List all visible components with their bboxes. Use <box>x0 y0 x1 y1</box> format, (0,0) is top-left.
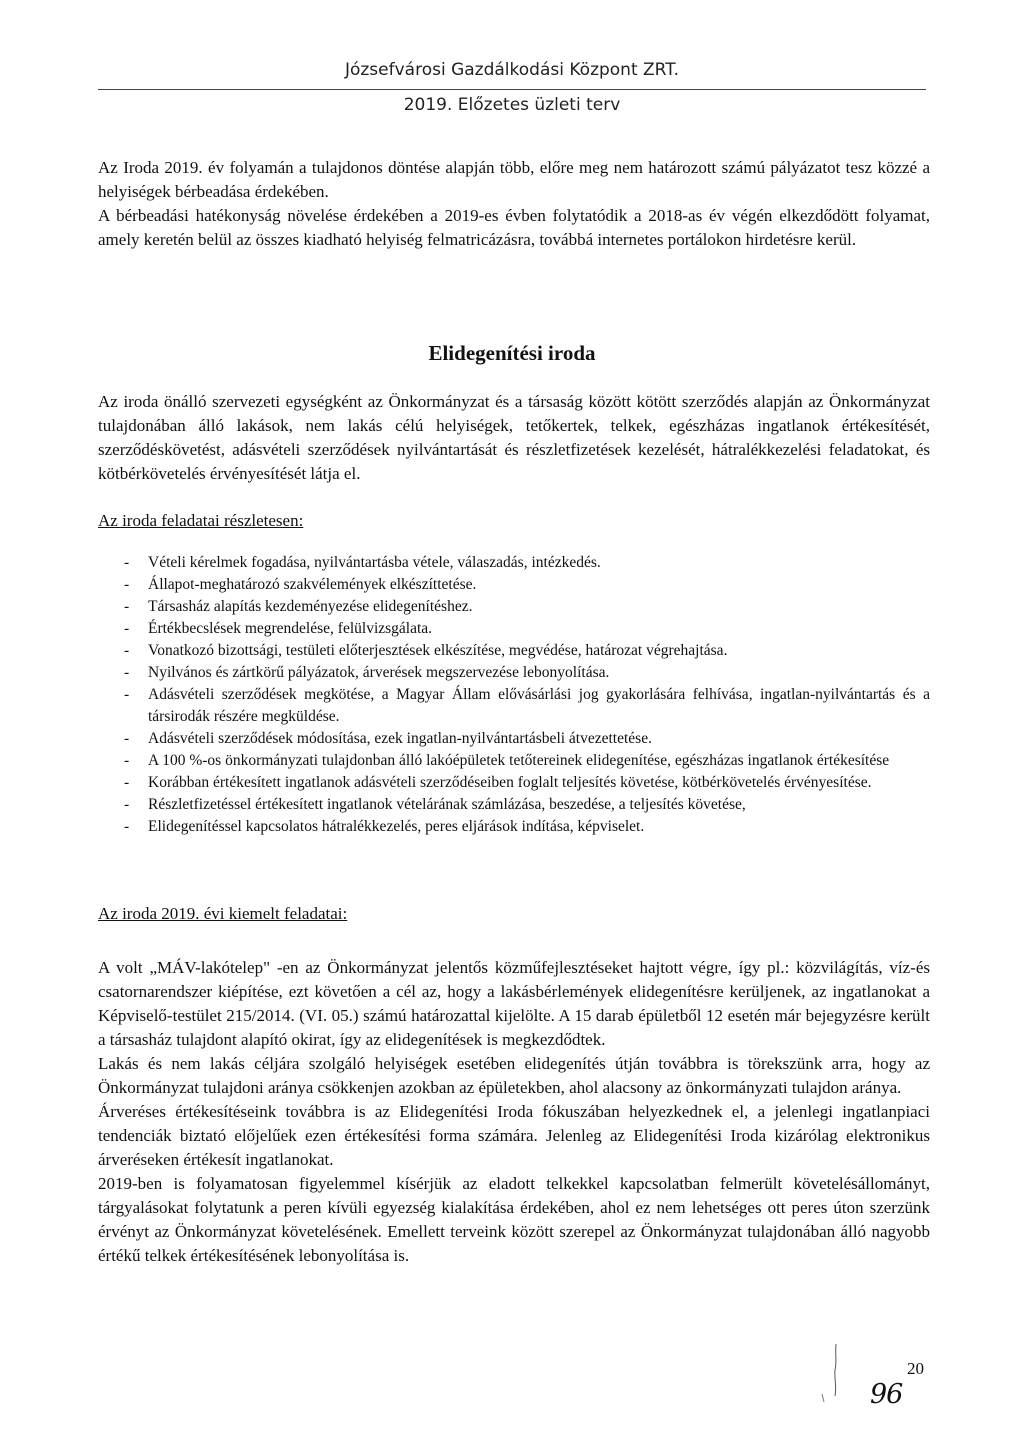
section-intro-paragraph <box>98 390 930 486</box>
list-item: - Adásvételi szerződések módosítása, ezek ingatlan-nyilvántartásbeli átvezettetése. <box>98 728 930 750</box>
list-item: - Elidegenítéssel kapcsolatos hátralékkezelés, peres eljárások indítása, képviselet. <box>98 816 930 838</box>
list-item: - Korábban értékesített ingatlanok adásvételi szerződéseiben foglalt teljesítés követése, kötbérkövetelés érvényesítése. <box>98 772 930 794</box>
intro-sentence: Az Iroda 2019. év folyamán a tulajdonos döntése alapján több, előre meg nem határozott számú pályázatot tesz közzé a helyiségek bérbeadása érdekében. <box>98 158 930 201</box>
section-title: Elidegenítési iroda <box>428 341 596 365</box>
priorities-body <box>98 956 930 1268</box>
list-item: - Nyilvános és zártkörű pályázatok, árverések megszervezése lebonyolítása. <box>98 662 930 684</box>
list-item: - Társasház alapítás kezdeményezése elidegenítéshez. <box>98 596 930 618</box>
priority-paragraph: Lakás és nem lakás céljára szolgáló helyiségek esetében elidegenítés útján továbbra is törekszünk arra, hogy az Önkormányzat tulajdoni aránya csökkenjen azokban az épületekben, ahol alacsony az önkormányzati tulajdon aránya. <box>98 1054 930 1097</box>
intro-paragraph <box>98 156 930 252</box>
list-item: - Vételi kérelmek fogadása, nyilvántartásba vétele, válaszadás, intézkedés. <box>98 552 930 574</box>
priority-paragraph: A volt „MÁV-lakótelep" -en az Önkormányzat jelentős közműfejlesztéseket hajtott végre, így pl.: közvilágítás, víz-és csatornarendszer kiépítése, ezt követően a cél az, hogy a lakásbérlemények elidegenítésre kerüljenek, az ingatlanokat a Képviselő-testület 215/2014. (VI. 05.) számú határozattal kijelölte. A 15 darab épületből 12 esetén már bejegyzésre került a társasház tulajdont alapító okirat, így az elidegenítések is megkezdődtek. <box>98 958 930 1049</box>
page-number: 20 <box>907 1359 924 1378</box>
tasks-list <box>98 552 930 838</box>
list-item: - Vonatkozó bizottsági, testületi előterjesztések elkészítése, megvédése, határozat végrehajtása. <box>98 640 930 662</box>
priority-paragraph: Árveréses értékesítéseink továbbra is az Elidegenítési Iroda fókuszában helyezkednek el, a jelenlegi ingatlanpiaci tendenciák biztató előjelűek ezen értékesítési forma számára. Jelenleg az Elidegenítési Iroda kizárólag elektronikus árveréseken értékesít ingatlanokat. <box>98 1102 930 1169</box>
tasks-heading: Az iroda feladatai részletesen: <box>98 511 304 530</box>
document-subtitle: 2019. Előzetes üzleti terv <box>403 95 621 115</box>
handwritten-page-number: 96 <box>870 1379 903 1410</box>
section-intro-text: Az iroda önálló szervezeti egységként az Önkormányzat és a társaság között kötött szerződés alapján az Önkormányzat tulajdonában álló lakások, nem lakás célú helyiségek, tetőkertek, telkek, egészházas ingatlanok értékesítését, szerződéskövetést, adásvételi szerződések nyilvántartását és részletfizetések kezelését, hátralékkezelési feladatokat, és kötbérkövetelés érvényesítését látja el. <box>98 392 930 483</box>
priority-paragraph: 2019-ben is folyamatosan figyelemmel kísérjük az eladott telkekkel kapcsolatban felmerült követelésállományt, tárgyalásokat folytatunk a peren kívüli egyezség kialakítása érdekében, ahol ez nem lehetséges ott peres úton szerzünk érvényt az Önkormányzat követelésének. Emellett terveink között szerepel az Önkormányzat tulajdonában álló nagyobb értékű telkek értékesítésének lebonyolítása is. <box>98 1174 930 1265</box>
list-item: - Részletfizetéssel értékesített ingatlanok vételárának számlázása, beszedése, a teljesítés követése, <box>98 794 930 816</box>
intro-sentence: A bérbeadási hatékonyság növelése érdekében a 2019-es évben folytatódik a 2018-as év végén elkezdődött folyamat, amely keretén belül az összes kiadható helyiség felmatricázásra, továbbá internetes portálokon hirdetésre kerül. <box>98 206 930 249</box>
priorities-heading: Az iroda 2019. évi kiemelt feladatai: <box>98 904 348 923</box>
list-item: - Értékbecslések megrendelése, felülvizsgálata. <box>98 618 930 640</box>
list-item: - A 100 %-os önkormányzati tulajdonban álló lakóépületek tetőtereinek elidegenítése, egészházas ingatlanok értékesítése <box>98 750 930 772</box>
pen-mark-icon <box>818 1340 848 1410</box>
list-item: - Adásvételi szerződések megkötése, a Magyar Állam elővásárlási jog gyakorlására felhívása, ingatlan-nyilvántartás és a társirodák részére megküldése. <box>98 684 930 728</box>
list-item: - Állapot-meghatározó szakvélemények elkészíttetése. <box>98 574 930 596</box>
document-company-header: Józsefvárosi Gazdálkodási Központ ZRT. <box>344 60 680 80</box>
header-rule <box>98 89 926 90</box>
